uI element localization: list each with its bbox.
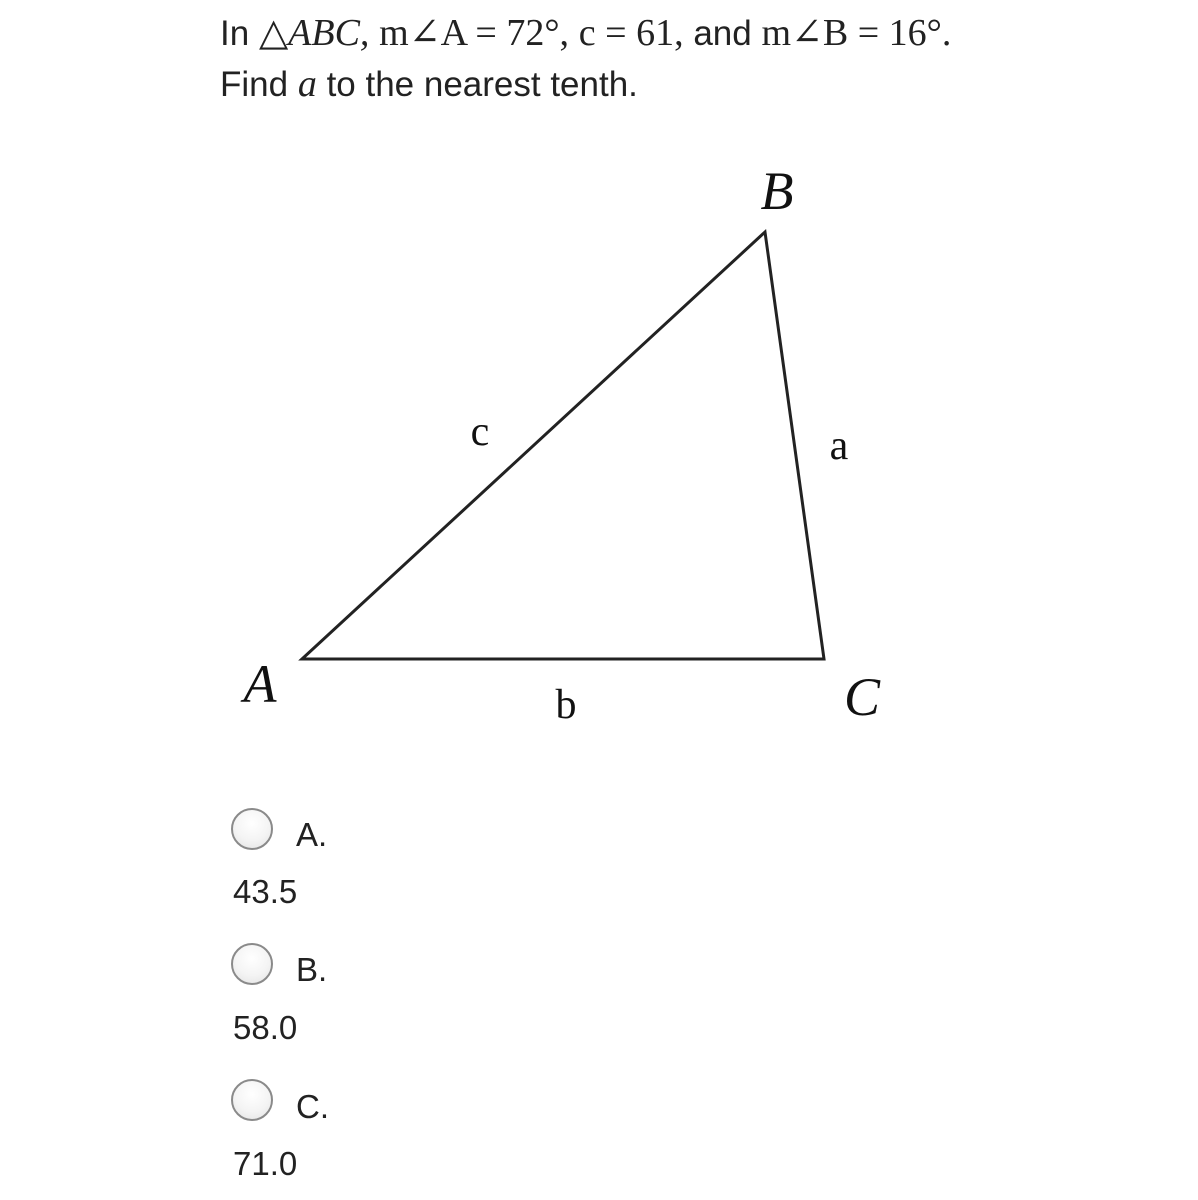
- question-angle-b: m∠B = 16°.: [761, 12, 952, 54]
- question-rest: to the nearest tenth.: [326, 65, 638, 104]
- choice-b-letter: B.: [296, 951, 328, 988]
- side-label-c: c: [470, 409, 490, 455]
- choice-a-radio[interactable]: [231, 808, 273, 850]
- vertex-label-c: C: [843, 667, 881, 727]
- side-label-a: a: [829, 423, 849, 469]
- choice-b-value: 58.0: [233, 1009, 298, 1046]
- triangle-shape: [302, 232, 824, 659]
- side-label-b: b: [555, 682, 577, 728]
- question-angle-a: m∠A = 72°,: [379, 12, 570, 54]
- question-in: In: [220, 14, 250, 53]
- choice-c-radio[interactable]: [231, 1079, 273, 1121]
- choice-c-letter: C.: [296, 1088, 329, 1125]
- question-and: and: [693, 14, 752, 53]
- vertex-label-b: B: [760, 161, 794, 221]
- choice-a-letter: A.: [296, 816, 328, 853]
- choice-b-radio[interactable]: [231, 943, 273, 985]
- question-find: Find: [220, 65, 289, 104]
- question-triangle: △ABC,: [258, 12, 370, 54]
- choice-c-value: 71.0: [233, 1145, 298, 1182]
- question-side-c: c = 61,: [578, 12, 684, 54]
- question-variable: a: [297, 63, 317, 105]
- vertex-label-a: A: [243, 654, 277, 714]
- choice-a-value: 43.5: [233, 873, 298, 910]
